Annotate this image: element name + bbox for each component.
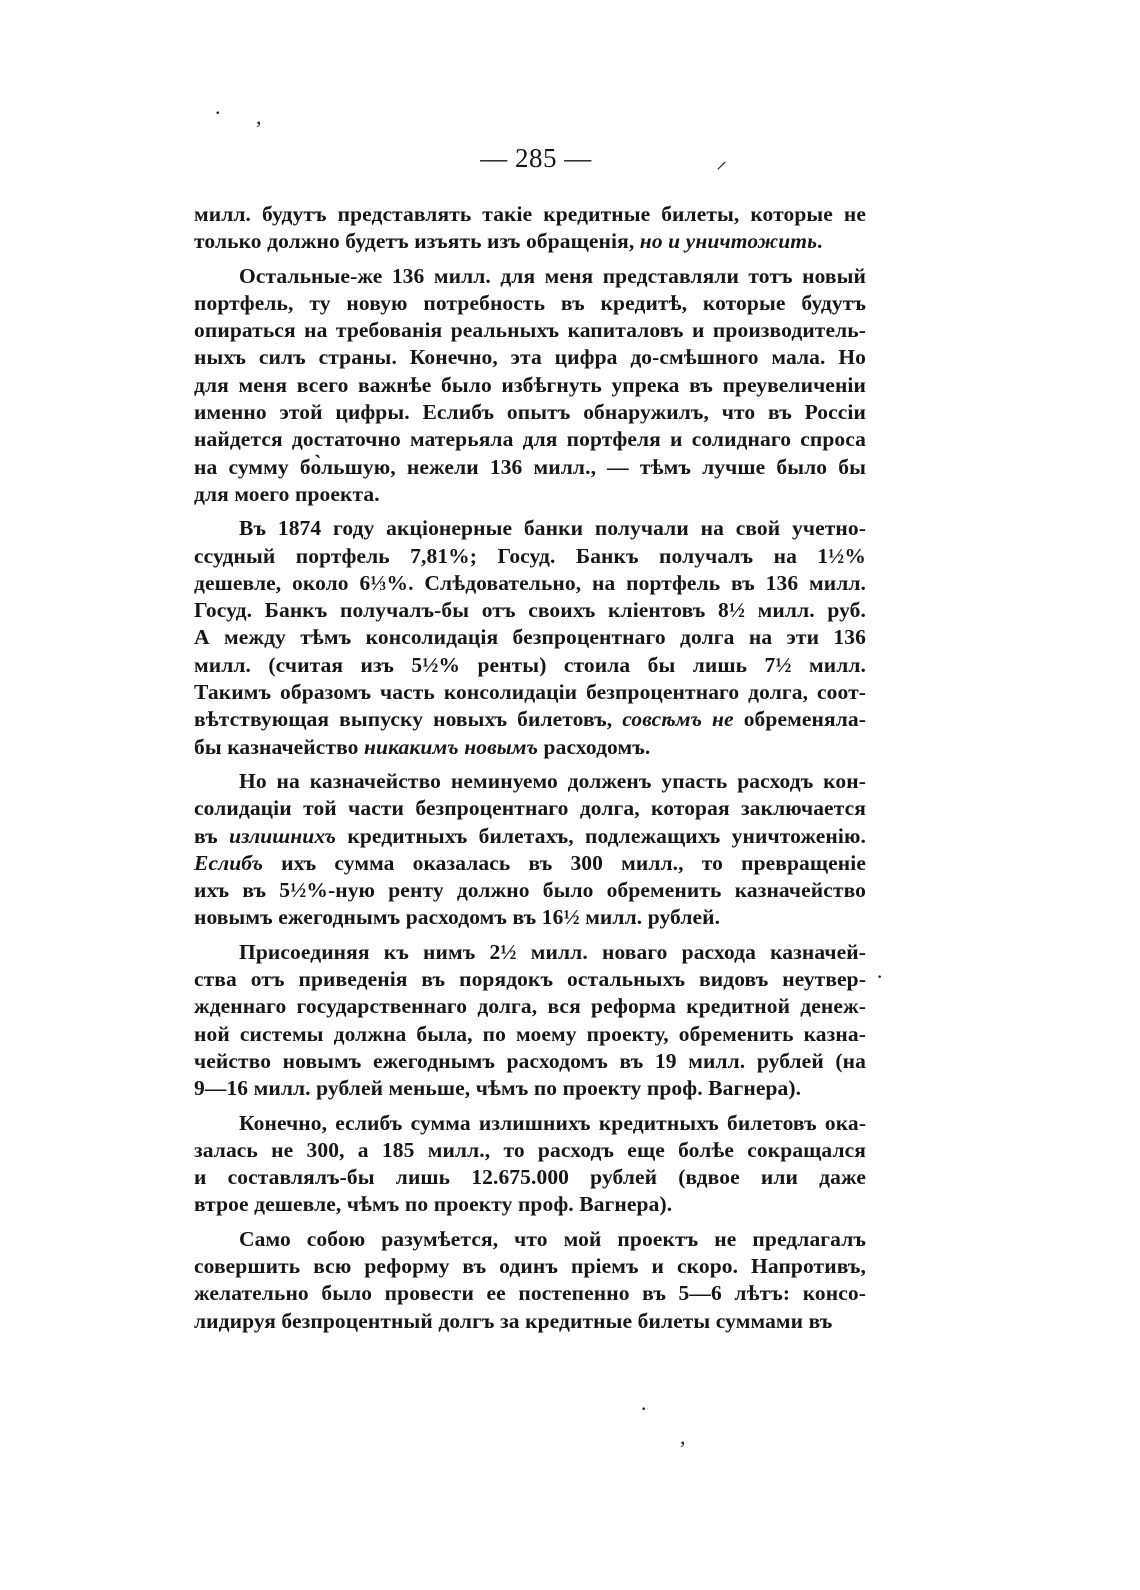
text-run: ихъ сумма оказалась въ 300 милл., то превращеніе	[263, 850, 866, 875]
text-run: обременяла-	[733, 707, 866, 732]
text-line	[194, 706, 866, 733]
text-line: втрое дешевле, чѣмъ по проекту проф. Вагнера).	[194, 1192, 673, 1217]
text-line: новымъ ежегоднымъ расходомъ въ 16½ милл. рублей.	[194, 905, 721, 930]
emphasis-text: излишнихъ	[229, 823, 337, 848]
text-line: ныхъ силъ страны. Конечно, эта цифра до-смѣшного мала. Но	[194, 345, 866, 370]
print-speck: ·	[876, 964, 884, 989]
text-line: лидируя безпроцентный долгъ за кредитные билеты суммами въ	[194, 1308, 833, 1333]
text-line: милл. будутъ представлять такіе кредитные билеты, которые не	[194, 202, 866, 226]
text-line: на сумму бо̀льшую, нежели 136 милл., — тѣмъ лучше было бы	[194, 454, 866, 479]
text-line: милл. (считая изъ 5½% ренты) стоила бы лишь 7½ милл.	[194, 652, 866, 677]
body-text	[194, 201, 866, 1341]
text-line: Само собою разумѣется, что мой проектъ не предлагалъ	[239, 1226, 866, 1251]
text-line: для моего проекта.	[194, 481, 380, 506]
page-number: — 285 —	[480, 143, 592, 173]
text-line: Такимъ образомъ часть консолидаціи безпроцентнаго долга, соот-	[194, 680, 866, 705]
emphasis-text: но и уничтожить	[639, 229, 818, 254]
text-line: для меня всего важнѣе было избѣгнуть упрека въ преувеличеніи	[194, 372, 866, 397]
text-run: .	[817, 229, 823, 254]
text-line: опираться на требованія реальныхъ капиталовъ и производитель-	[194, 318, 866, 343]
text-line: Въ 1874 году акціонерные банки получали на свой учетно-	[239, 516, 866, 541]
text-line: Конечно, еслибъ сумма излишнихъ кредитныхъ билетовъ ока-	[239, 1110, 866, 1135]
text-line: желательно было провести ее постепенно въ 5—6 лѣтъ: консо-	[194, 1281, 866, 1306]
print-speck: ·	[640, 1396, 648, 1421]
text-line	[194, 850, 866, 877]
text-line: солидаціи той части безпроцентнаго долга, которая заключается	[194, 796, 866, 821]
text-line: 9—16 милл. рублей меньше, чѣмъ по проекту проф. Вагнера).	[194, 1076, 802, 1101]
emphasis-text: совсѣмъ не	[622, 707, 734, 732]
text-run: расходомъ.	[538, 734, 651, 759]
text-line: залась не 300, а 185 милл., то расходъ еще болѣе сокращался	[194, 1137, 866, 1162]
text-line: Остальные-же 136 милл. для меня представляли тотъ новый	[239, 263, 866, 288]
text-line	[194, 823, 866, 850]
text-line: Госуд. Банкъ получалъ-бы отъ своихъ кліентовъ 8½ милл. руб.	[194, 598, 866, 623]
text-line	[194, 228, 866, 255]
print-speck: ⸝	[716, 148, 728, 173]
text-line: жденнаго государственнаго долга, вся реформа кредитной денеж-	[194, 994, 866, 1019]
text-line: и составлялъ-бы лишь 12.675.000 рублей (вдвое или даже	[194, 1165, 866, 1190]
print-speck: ,	[256, 104, 262, 129]
text-line: дешевле, около 6⅓%. Слѣдовательно, на портфель въ 136 милл.	[194, 570, 866, 595]
text-line: совершить всю реформу въ одинъ пріемъ и скоро. Напротивъ,	[194, 1253, 866, 1278]
text-line: портфель, ту новую потребность въ кредитѣ, которые будутъ	[194, 290, 866, 315]
emphasis-text: никакимъ новымъ	[364, 734, 539, 759]
text-line: А между тѣмъ консолидація безпроцентнаго долга на эти 136	[194, 625, 866, 650]
text-line	[194, 734, 866, 761]
text-line: найдется достаточно матерьяла для портфеля и солиднаго спроса	[194, 427, 866, 452]
text-line: ной системы должна была, по моему проекту, обременить казна-	[194, 1021, 866, 1046]
text-run: въ	[194, 823, 230, 848]
emphasis-text: Еслибъ	[194, 850, 263, 875]
text-line: ства отъ приведенія въ порядокъ остальныхъ видовъ неутвер-	[194, 967, 866, 992]
text-line: ихъ въ 5½%-ную ренту должно было обременить казначейство	[194, 878, 866, 903]
text-line: ссудный портфель 7,81%; Госуд. Банкъ получалъ на 1½%	[194, 543, 866, 568]
text-line: чейство новымъ ежегоднымъ расходомъ въ 19 милл. рублей (на	[194, 1048, 866, 1073]
text-line: Но на казначейство неминуемо долженъ упасть расходъ кон-	[239, 768, 866, 793]
text-run: только должно будетъ изъять изъ обращенія,	[194, 229, 640, 254]
text-line: Присоединяя къ нимъ 2½ милл. новаго расхода казначей-	[239, 939, 866, 964]
print-speck: ,	[680, 1424, 686, 1449]
text-run: вѣтствующая выпуску новыхъ билетовъ,	[194, 707, 623, 732]
text-run: кредитныхъ билетахъ, подлежащихъ уничтоженію.	[336, 823, 866, 848]
text-run: бы казначейство	[194, 734, 364, 759]
text-line: именно этой цифры. Еслибъ опытъ обнаружилъ, что въ Россіи	[194, 400, 866, 425]
print-speck: .	[215, 94, 221, 119]
